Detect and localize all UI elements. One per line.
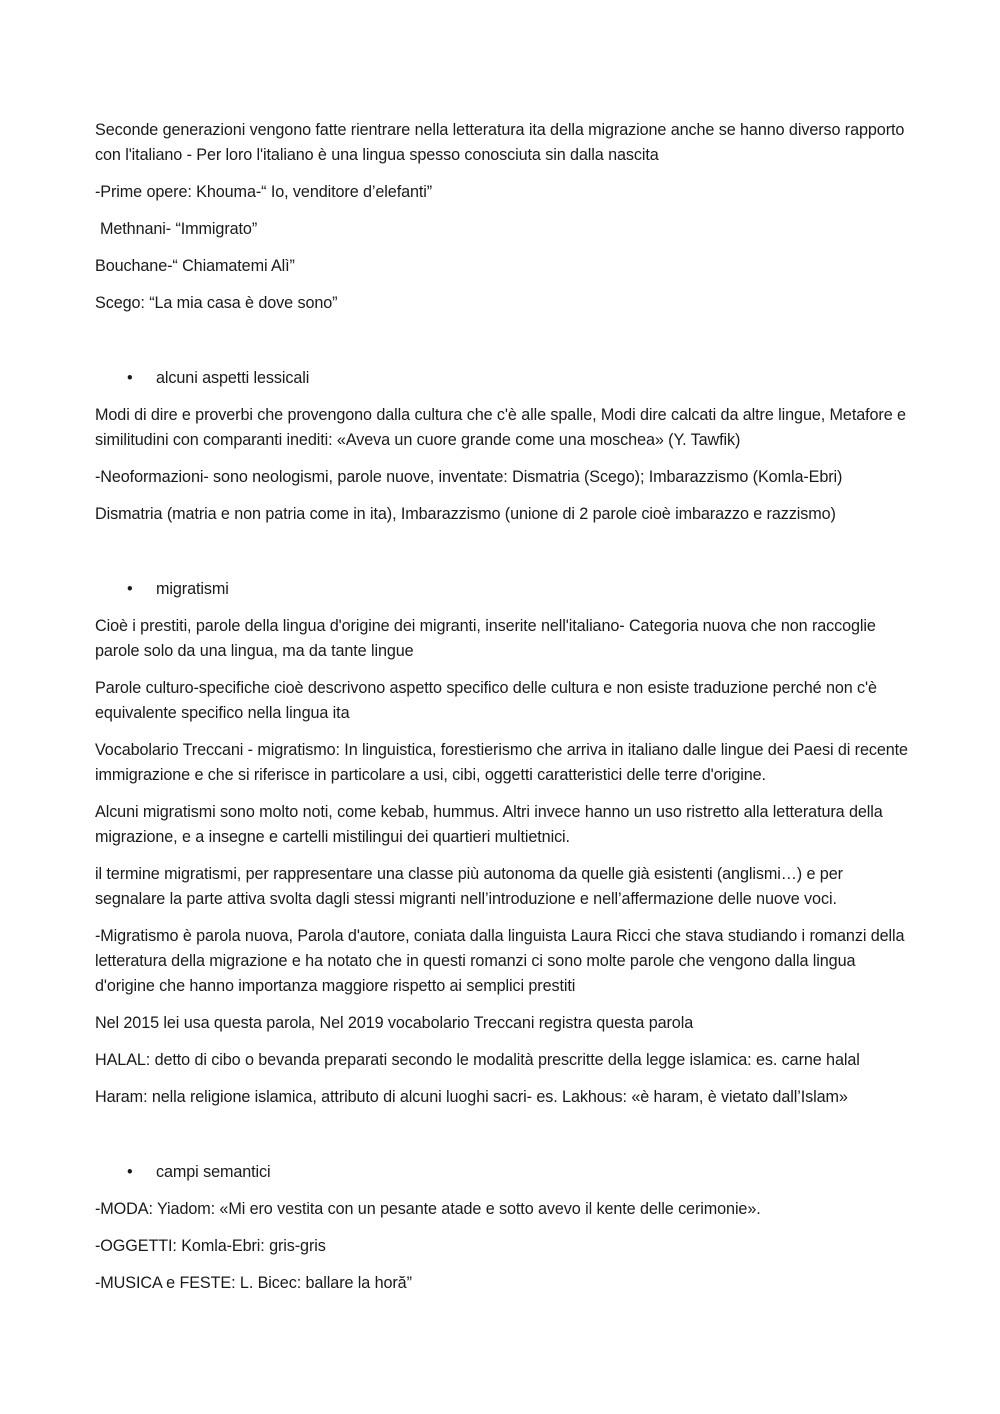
spacer <box>95 328 910 366</box>
bouchane-line: Bouchane-“ Chiamatemi Alì” <box>95 257 295 275</box>
oggetti-line: -OGGETTI: Komla-Ebri: gris-gris <box>95 1237 326 1255</box>
laura-ricci-paragraph: -Migratismo è parola nuova, Parola d'autore, coniata dalla linguista Laura Ricci che stava studiando i romanzi della letteratura della migrazione e ha notato che in questi romanzi ci sono molte parole che vengono dalla lingua d'origine che hanno importanza maggiore rispetto ai semplici prestiti <box>95 927 905 995</box>
spacer <box>95 1122 910 1160</box>
kebab-paragraph: Alcuni migratismi sono molto noti, come kebab, hummus. Altri invece hanno un uso ristretto alla letteratura della migrazione, e a insegne e cartelli mistilingui dei quartieri multietnici. <box>95 803 883 846</box>
dismatria-paragraph: Dismatria (matria e non patria come in ita), Imbarazzismo (unione di 2 parole cioè imbarazzo e razzismo) <box>95 505 836 523</box>
bullet-label: alcuni aspetti lessicali <box>156 369 310 387</box>
bullet-dot-icon: • <box>127 580 133 598</box>
culturo-specifiche-paragraph: Parole culturo-specifiche cioè descrivono aspetto specifico delle cultura e non esiste traduzione perché non c'è equivalente specifico nella lingua ita <box>95 679 877 722</box>
bullet-label: campi semantici <box>156 1163 271 1181</box>
document-body <box>95 118 910 1308</box>
prime-opere-line: -Prime opere: Khouma-“ Io, venditore d’elefanti” <box>95 183 433 201</box>
bullet-dot-icon: • <box>127 369 133 387</box>
date-paragraph: Nel 2015 lei usa questa parola, Nel 2019 vocabolario Treccani registra questa parola <box>95 1014 694 1032</box>
bullet-label: migratismi <box>156 580 229 598</box>
intro-paragraph: Seconde generazioni vengono fatte rientrare nella letteratura ita della migrazione anche se hanno diverso rapporto con l'italiano - Per loro l'italiano è una lingua spesso conosciuta sin dalla nascita <box>95 121 905 164</box>
methnani-line: Methnani- “Immigrato” <box>100 220 258 238</box>
treccani-paragraph: Vocabolario Treccani - migratismo: In linguistica, forestierismo che arriva in italiano dalle lingue dei Paesi di recente immigrazione e che si riferisce in particolare a usi, cibi, oggetti caratteristici delle terre d'origine. <box>95 741 908 784</box>
neoformazioni-paragraph: -Neoformazioni- sono neologismi, parole nuove, inventate: Dismatria (Scego); Imbarazzismo (Komla-Ebri) <box>95 468 843 486</box>
termine-paragraph: il termine migratismi, per rappresentare una classe più autonoma da quelle già esistenti (anglismi…) e per segnalare la parte attiva svolta dagli stessi migranti nell’introduzione e nell’affermazione delle nuove voci. <box>95 865 843 908</box>
bullet-dot-icon: • <box>127 1163 133 1181</box>
spacer <box>95 539 910 577</box>
prestiti-paragraph: Cioè i prestiti, parole della lingua d'origine dei migranti, inserite nell'italiano- Categoria nuova che non raccoglie parole solo da una lingua, ma da tante lingue <box>95 617 876 660</box>
bullet-aspetti-lessicali <box>95 366 910 391</box>
haram-paragraph: Haram: nella religione islamica, attributo di alcuni luoghi sacri- es. Lakhous: «è haram, è vietato dall’Islam» <box>95 1088 848 1106</box>
halal-paragraph: HALAL: detto di cibo o bevanda preparati secondo le modalità prescritte della legge islamica: es. carne halal <box>95 1051 860 1069</box>
bullet-campi-semantici <box>95 1160 910 1185</box>
musica-line: -MUSICA e FESTE: L. Bicec: ballare la horă” <box>95 1274 412 1292</box>
bullet-migratismi <box>95 577 910 602</box>
moda-line: -MODA: Yiadom: «Mi ero vestita con un pesante atade e sotto avevo il kente delle cerimonie». <box>95 1200 761 1218</box>
lessicali-paragraph: Modi di dire e proverbi che provengono dalla cultura che c'è alle spalle, Modi dire calcati da altre lingue, Metafore e similitudini con comparanti inediti: «Aveva un cuore grande come una moschea» (Y. Tawfik) <box>95 406 906 449</box>
scego-line: Scego: “La mia casa è dove sono” <box>95 294 338 312</box>
